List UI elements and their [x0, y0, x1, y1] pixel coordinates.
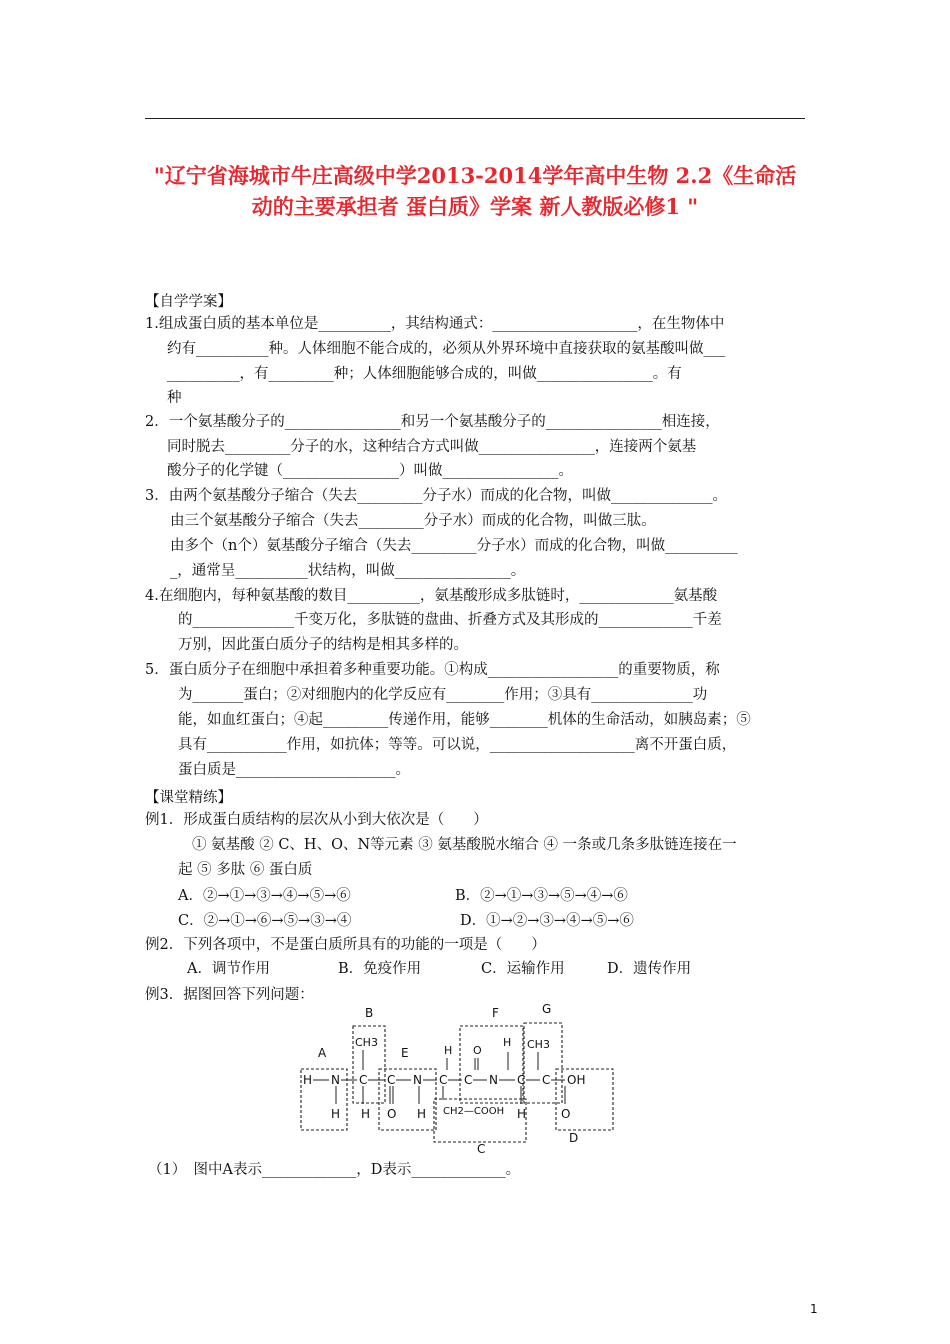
example-2-option-b: B．免疫作用 [338, 961, 422, 977]
atom-c1: C [359, 1073, 368, 1087]
section-self-study: 【自学学案】 [145, 294, 232, 310]
label-f: F [492, 1006, 499, 1020]
atom-h1: H [303, 1073, 313, 1087]
example-1-items-line-2: 起 ⑤ 多肽 ⑥ 蛋白质 [178, 862, 313, 878]
atom-c2: C [387, 1073, 396, 1087]
example-2-stem: 例2．下列各项中，不是蛋白质所具有的功能的一项是（ ） [145, 937, 546, 953]
example-1-stem: 例1．形成蛋白质结构的层次从小到大依次是（ ） [145, 812, 488, 828]
label-d: D [569, 1131, 579, 1145]
atom-c4: C [464, 1073, 473, 1087]
bottom-o-2: O [561, 1107, 571, 1121]
question-5-line-1: 5．蛋白质分子在细胞中承担着多种重要功能。①构成__________________的重要物质，称 [145, 662, 720, 678]
title-line-1: "辽宁省海城市牛庄高级中学2013-2014学年高中生物 2.2《生命活 [153, 163, 797, 188]
example-2-option-a: A．调节作用 [187, 961, 270, 977]
question-5-line-3: 能，如血红蛋白；④起_________传递作用，能够________机体的生命活动，如胰岛素；⑤ [178, 712, 751, 728]
top-ch3-1: CH3 [355, 1036, 378, 1049]
atom-oh: OH [567, 1073, 586, 1087]
top-ch3-2: CH3 [527, 1038, 550, 1051]
bottom-h-4: H [517, 1107, 527, 1121]
top-h-1: H [444, 1044, 453, 1057]
atom-c5: C [517, 1073, 526, 1087]
document-title [120, 160, 830, 222]
page-number: 1 [810, 1302, 818, 1316]
atom-n1: N [331, 1073, 340, 1087]
question-5-line-5: 蛋白质是______________________。 [178, 762, 410, 778]
top-h-2: H [503, 1036, 512, 1049]
example-1-option-d: D．①→②→③→④→⑤→⑥ [460, 913, 634, 929]
box-f [460, 1026, 526, 1103]
example-3-question-1: （1） 图中A表示_____________，D表示_____________。 [148, 1162, 521, 1178]
label-g: G [542, 1002, 552, 1016]
header-rule [145, 118, 805, 119]
atom-c3: C [439, 1073, 448, 1087]
example-2-option-d: D．遗传作用 [607, 961, 692, 977]
label-b: B [365, 1006, 374, 1020]
bottom-o-1: O [387, 1107, 397, 1121]
question-1-line-1: 1.组成蛋白质的基本单位是__________，其结构通式：____________________，在生物体中 [145, 316, 725, 332]
label-a: A [318, 1046, 327, 1060]
question-3-line-4: _，通常呈__________状结构，叫做________________。 [170, 563, 526, 579]
title-line-2: 动的主要承担者 蛋白质》学案 新人教版必修1 " [251, 194, 699, 219]
atom-n3: N [489, 1073, 498, 1087]
example-1-option-c: C．②→①→⑥→⑤→③→④ [178, 913, 352, 929]
bottom-h-1: H [331, 1107, 341, 1121]
label-c: C [477, 1142, 486, 1156]
question-5-line-2: 为_______蛋白；②对细胞内的化学反应有________作用；③具有______________功 [178, 687, 708, 703]
question-3-line-2: 由三个氨基酸分子缩合（失去_________分子水）而成的化合物，叫做三肽。 [170, 513, 656, 529]
question-2-line-1: 2．一个氨基酸分子的________________和另一个氨基酸分子的________________相连接， [145, 414, 720, 430]
question-2-line-3: 酸分子的化学键（________________）叫做________________。 [167, 463, 573, 479]
question-1-line-4: 种 [167, 390, 182, 406]
question-4-line-2: 的______________千变万化，多肽链的盘曲、折叠方式及其形成的_____________千差 [178, 612, 722, 628]
example-1-option-a: A．②→①→③→④→⑤→⑥ [178, 888, 351, 904]
example-1-option-b: B．②→①→③→⑤→④→⑥ [455, 888, 628, 904]
peptide-structure-diagram [295, 996, 625, 1161]
question-4-line-1: 4.在细胞内，每种氨基酸的数目__________，氨基酸形成多肽链时，_____________氨基酸 [145, 588, 718, 604]
section-class-practice: 【课堂精练】 [145, 790, 232, 806]
example-3-stem: 例3．据图回答下列问题： [145, 987, 314, 1003]
bottom-h-3: H [417, 1107, 427, 1121]
example-2-option-c: C．运输作用 [481, 961, 565, 977]
label-e: E [401, 1046, 409, 1060]
question-5-line-4: 具有___________作用，如抗体；等等。可以说，____________________离不开蛋白质， [178, 737, 737, 753]
example-1-items-line-1: ① 氨基酸 ② C、H、O、N等元素 ③ 氨基酸脱水缩合 ④ 一条或几条多肽链连接在一 [192, 837, 737, 853]
question-3-line-3: 由多个（n个）氨基酸分子缩合（失去_________分子水）而成的化合物，叫做__________ [170, 538, 738, 554]
atom-c6: C [542, 1073, 551, 1087]
atom-n2: N [413, 1073, 422, 1087]
bottom-h-2: H [361, 1107, 371, 1121]
box-g [524, 1023, 562, 1103]
question-4-line-3: 万别，因此蛋白质分子的结构是相其多样的。 [178, 637, 468, 653]
question-3-line-1: 3．由两个氨基酸分子缩合（失去_________分子水）而成的化合物，叫做______________。 [145, 488, 727, 504]
question-1-line-2: 约有__________种。人体细胞不能合成的，必须从外界环境中直接获取的氨基酸叫做___ [167, 341, 726, 357]
question-1-line-3: __________，有_________种；人体细胞能够合成的，叫做________________。有 [167, 366, 682, 382]
question-2-line-2: 同时脱去_________分子的水，这种结合方式叫做________________，连接两个氨基 [167, 439, 697, 455]
bottom-ch2cooh: CH2—COOH [443, 1106, 505, 1117]
top-o: O [473, 1044, 482, 1057]
